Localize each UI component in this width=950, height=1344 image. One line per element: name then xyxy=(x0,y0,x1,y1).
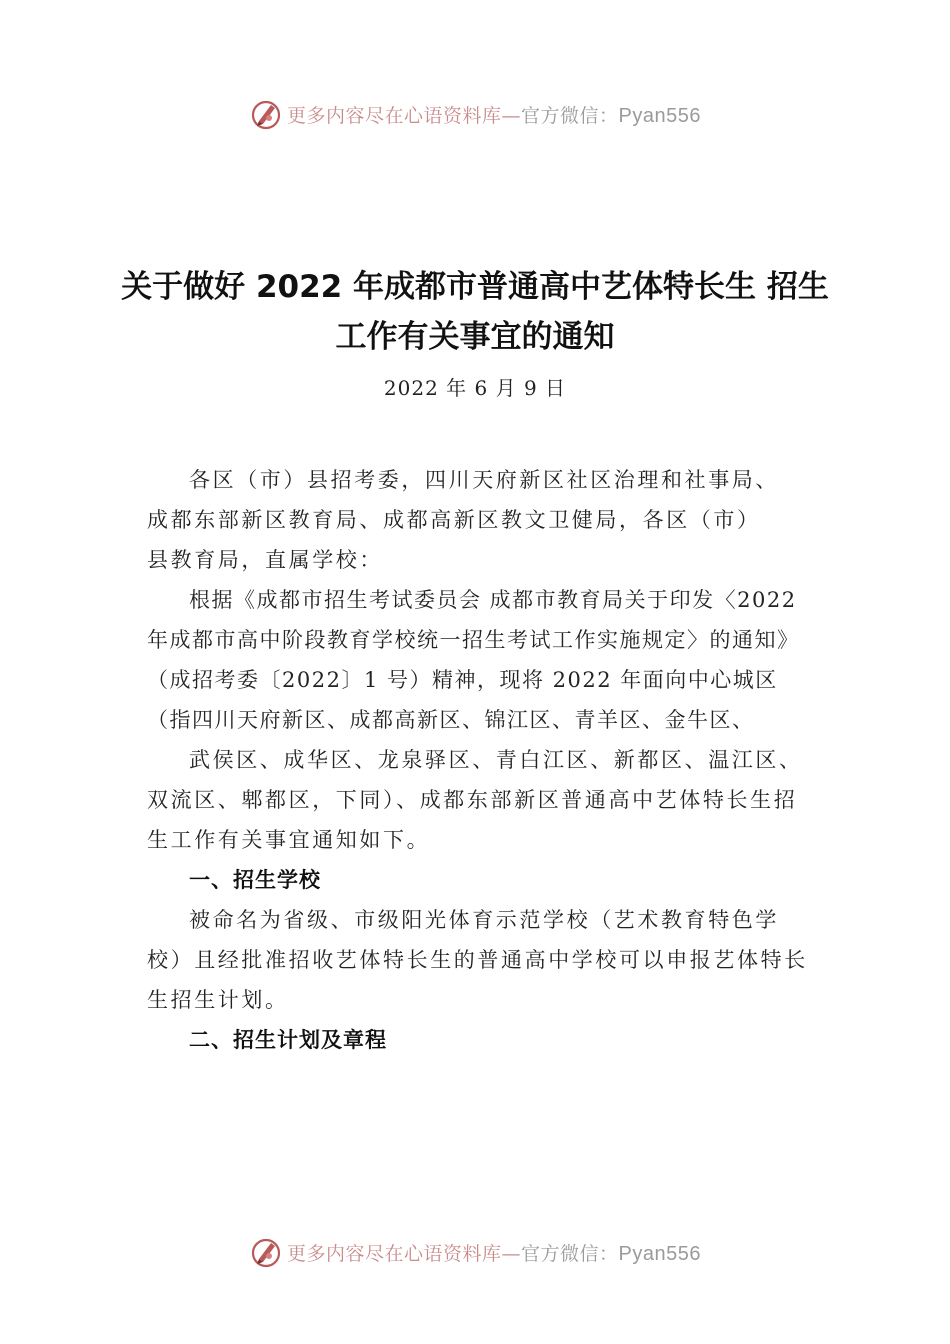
header-watermark xyxy=(0,94,950,134)
watermark-wechat-label: 官方微信： xyxy=(521,104,619,127)
watermark-text: 更多内容尽在心语资料库— xyxy=(287,104,522,127)
paragraph: 成都东部新区教育局、成都高新区教文卫健局，各区（市） xyxy=(147,508,761,532)
watermark-text: 更多内容尽在心语资料库— xyxy=(287,1242,522,1265)
section-heading: 二、招生计划及章程 xyxy=(189,1028,387,1052)
document-body xyxy=(147,460,812,1060)
paragraph: 武侯区、成华区、龙泉驿区、青白江区、新都区、温江区、双流区、郫都区，下同）、成都东部新区普通高中艺体特长生招生工作有关事宜通知如下。 xyxy=(147,748,803,852)
paragraph: 各区（市）县招考委，四川天府新区社区治理和社事局、 xyxy=(189,468,779,492)
watermark-wechat-id: Pyan556 xyxy=(618,1242,701,1265)
paragraph: 根据《成都市招生考试委员会 成都市教育局关于印发〈2022 年成都市高中阶段教育学校统一招生考试工作实施规定〉的通知》（成招考委〔2022〕1 号）精神，现将 2022 年面向中心城区（指四川天府新区、成都高新区、锦江区、青羊区、金牛区、 xyxy=(147,588,800,732)
paragraph: 县教育局，直属学校： xyxy=(147,548,383,572)
pen-circle-logo-icon xyxy=(249,97,283,131)
section-paragraph: 被命名为省级、市级阳光体育示范学校（艺术教育特色学校）且经批准招收艺体特长生的普通高中学校可以申报艺体特长生招生计划。 xyxy=(147,908,808,1012)
section-heading: 一、招生学校 xyxy=(189,868,321,892)
pen-circle-logo-icon xyxy=(249,1235,283,1269)
document-date: 2022 年 6 月 9 日 xyxy=(383,376,567,400)
watermark-wechat-label: 官方微信： xyxy=(521,1242,619,1265)
footer-watermark xyxy=(0,1232,950,1272)
document-title: 关于做好 2022 年成都市普通高中艺体特长生 招生工作有关事宜的通知 xyxy=(121,269,829,355)
watermark-wechat-id: Pyan556 xyxy=(618,104,701,127)
